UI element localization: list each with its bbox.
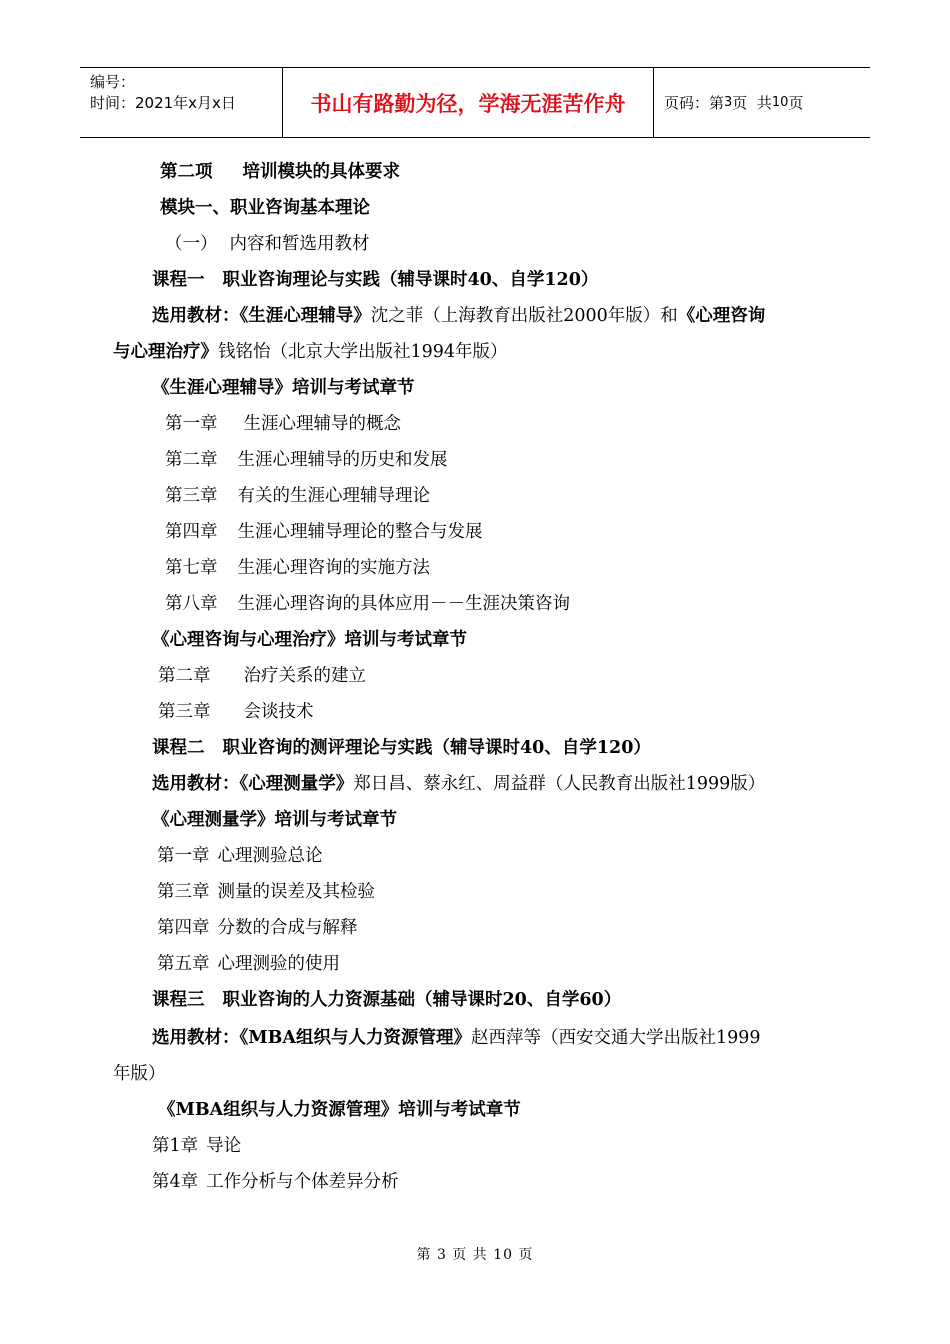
course1-title	[152, 268, 598, 292]
course1-number: 课程一	[152, 270, 205, 290]
chapter-number: 第一章	[157, 846, 210, 866]
page-number: 3	[724, 95, 733, 110]
textbook-title: 《MBA组织与人力资源管理》	[239, 1028, 471, 1048]
subsection-number: （一）	[165, 234, 218, 254]
chapter-number: 第1章	[152, 1136, 199, 1156]
chapter-title: 分数的合成与解释	[217, 918, 358, 938]
chapter-title: 生涯心理辅导的历史和发展	[237, 450, 448, 470]
list-item	[158, 700, 314, 724]
course3-title	[152, 988, 621, 1012]
list-item	[165, 484, 430, 508]
page-prefix: 页码：第	[664, 94, 725, 112]
page-mid: 页 共	[732, 94, 772, 112]
chapter-number: 第五章	[157, 954, 210, 974]
course3-heading: 职业咨询的人力资源基础（辅导课时20、自学60）	[222, 990, 622, 1010]
textbook-info: 钱铭怡（北京大学出版社1994年版）	[218, 342, 508, 362]
header-page-info	[654, 68, 870, 137]
course3-number: 课程三	[152, 990, 205, 1010]
book2-chapters-title: 《心理咨询与心理治疗》培训与考试章节	[152, 630, 467, 650]
subsection-heading: 内容和暂选用教材	[229, 234, 370, 254]
chapter-number: 第七章	[165, 558, 218, 578]
chapter-number: 第4章	[152, 1172, 199, 1192]
chapter-number: 第四章	[157, 918, 210, 938]
course1-heading: 职业咨询理论与实践（辅导课时40、自学120）	[222, 270, 599, 290]
chapter-title: 生涯心理咨询的具体应用－－生涯决策咨询	[237, 594, 570, 614]
chapter-title: 治疗关系的建立	[243, 666, 366, 686]
time-label: 时间：2021年x月x日	[90, 94, 236, 112]
list-item	[165, 520, 483, 544]
list-item	[165, 412, 401, 436]
book1-chapters-title: 《生涯心理辅导》培训与考试章节	[152, 378, 415, 398]
page-footer: 第 3 页 共 10 页	[416, 1247, 534, 1263]
list-item	[157, 880, 375, 904]
course2-textbook	[152, 772, 765, 796]
textbook-info: 沈之菲（上海教育出版社2000年版）和	[370, 306, 678, 326]
chapter-number: 第三章	[165, 486, 218, 506]
chapter-title: 生涯心理咨询的实施方法	[237, 558, 430, 578]
list-item	[165, 592, 570, 616]
chapter-number: 第一章	[165, 414, 218, 434]
chapter-title: 导论	[206, 1136, 242, 1156]
course1-textbook-line1	[152, 304, 765, 328]
textbook-title: 《生涯心理辅导》	[239, 306, 371, 326]
section-number: 第二项	[160, 162, 213, 182]
page-header	[80, 67, 870, 138]
chapter-number: 第二章	[158, 666, 211, 686]
textbook-title: 《心理测量学》	[239, 774, 354, 794]
textbook-label: 选用教材：	[152, 774, 240, 794]
chapter-title: 测量的误差及其检验	[217, 882, 375, 902]
list-item	[157, 844, 323, 868]
textbook-title: 与心理治疗》	[113, 342, 218, 362]
course2-title	[152, 736, 651, 760]
list-item	[157, 952, 340, 976]
course3-textbook-line1	[152, 1026, 761, 1050]
course1-textbook-line2	[113, 340, 508, 364]
book3-chapters-title: 《心理测量学》培训与考试章节	[152, 810, 397, 830]
list-item	[158, 664, 366, 688]
course2-heading: 职业咨询的测评理论与实践（辅导课时40、自学120）	[222, 738, 651, 758]
book4-chapters-title: 《MBA组织与人力资源管理》培训与考试章节	[158, 1100, 521, 1120]
header-motto: 书山有路勤为径，学海无涯苦作舟	[282, 68, 654, 137]
chapter-title: 心理测验的使用	[217, 954, 340, 974]
page-total: 10	[771, 95, 789, 110]
module-title: 模块一、职业咨询基本理论	[160, 198, 370, 218]
subsection-title	[165, 232, 370, 256]
chapter-title: 生涯心理辅导理论的整合与发展	[237, 522, 483, 542]
course3-textbook-line2: 年版）	[113, 1064, 166, 1084]
chapter-title: 会谈技术	[243, 702, 314, 722]
textbook-info: 郑日昌、蔡永红、周益群（人民教育出版社1999版）	[353, 774, 766, 794]
header-meta	[80, 68, 282, 137]
textbook-title: 《心理咨询	[677, 306, 766, 326]
list-item	[157, 916, 358, 940]
section-heading: 培训模块的具体要求	[242, 162, 400, 182]
page-suffix: 页	[788, 94, 804, 112]
chapter-title: 有关的生涯心理辅导理论	[237, 486, 430, 506]
chapter-number: 第八章	[165, 594, 218, 614]
chapter-number: 第三章	[158, 702, 211, 722]
list-item	[165, 448, 448, 472]
textbook-label: 选用教材：	[152, 1028, 240, 1048]
chapter-title: 生涯心理辅导的概念	[243, 414, 401, 434]
course2-number: 课程二	[152, 738, 205, 758]
section-title	[160, 160, 400, 184]
chapter-title: 心理测验总论	[217, 846, 323, 866]
chapter-number: 第三章	[157, 882, 210, 902]
number-label: 编号：	[90, 73, 136, 91]
chapter-number: 第二章	[165, 450, 218, 470]
list-item	[152, 1170, 399, 1194]
list-item	[152, 1134, 241, 1158]
textbook-info: 赵西萍等（西安交通大学出版社1999	[471, 1028, 761, 1048]
chapter-title: 工作分析与个体差异分析	[206, 1172, 399, 1192]
chapter-number: 第四章	[165, 522, 218, 542]
textbook-label: 选用教材：	[152, 306, 240, 326]
list-item	[165, 556, 430, 580]
